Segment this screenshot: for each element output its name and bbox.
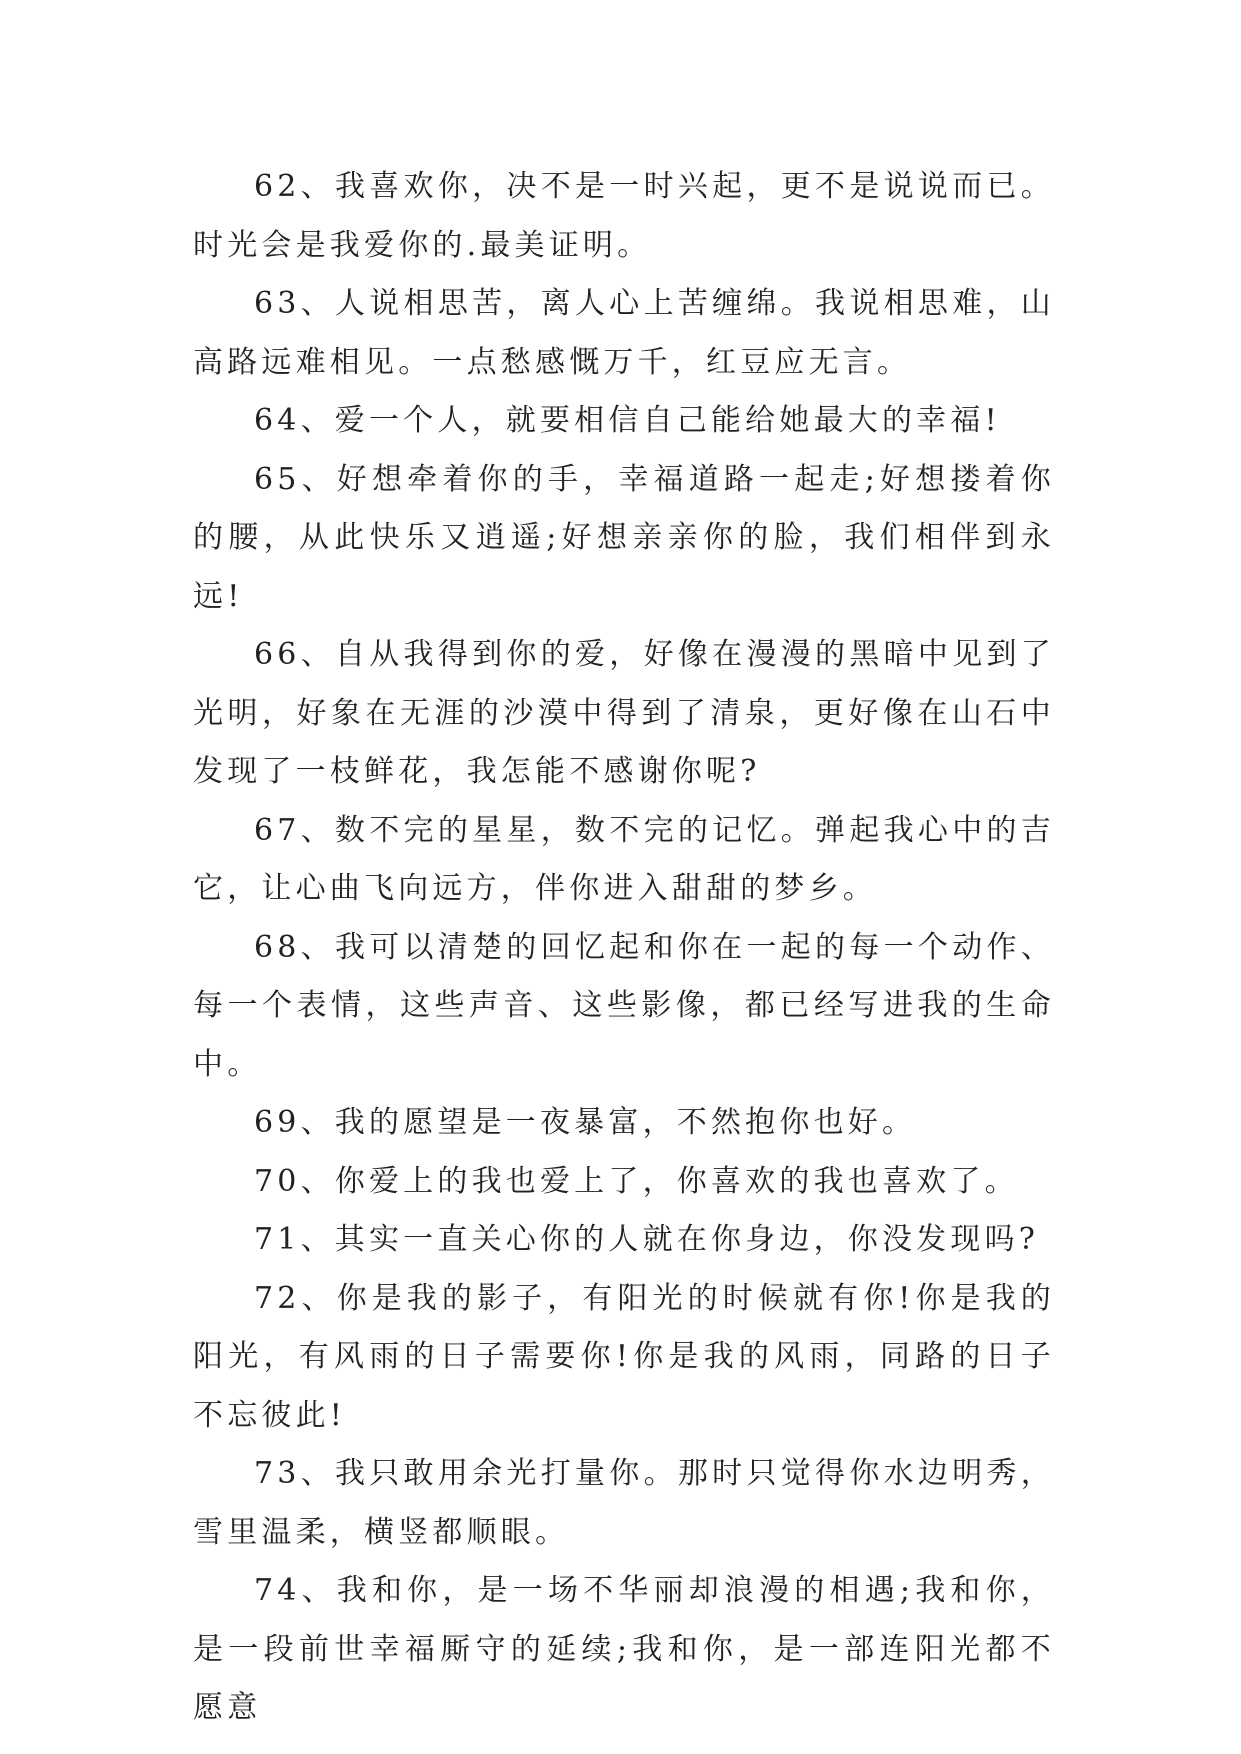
- paragraph-67: 67、数不完的星星，数不完的记忆。弹起我心中的吉它，让心曲飞向远方，伴你进入甜甜的梦乡。: [193, 812, 1055, 906]
- paragraph-73: 73、我只敢用余光打量你。那时只觉得你水边明秀，雪里温柔，横竖都顺眼。: [193, 1456, 1055, 1550]
- paragraph-70: 70、你爱上的我也爱上了，你喜欢的我也喜欢了。: [254, 1163, 1019, 1199]
- document-body: [193, 158, 1055, 1738]
- paragraph-71: 71、其实一直关心你的人就在你身边，你没发现吗?: [254, 1222, 1040, 1257]
- paragraph-62: 62、我喜欢你，决不是一时兴起，更不是说说而已。时光会是我爱你的.最美证明。: [193, 169, 1055, 263]
- paragraph-65: 65、好想牵着你的手，幸福道路一起走;好想搂着你的腰，从此快乐又逍遥;好想亲亲你的脸，我们相伴到永远!: [193, 461, 1055, 614]
- paragraph-72: 72、你是我的影子，有阳光的时候就有你!你是我的阳光，有风雨的日子需要你!你是我的风雨，同路的日子不忘彼此!: [193, 1280, 1055, 1433]
- paragraph-63: 63、人说相思苦，离人心上苦缠绵。我说相思难，山高路远难相见。一点愁感慨万千，红豆应无言。: [193, 286, 1055, 380]
- paragraph-74: 74、我和你，是一场不华丽却浪漫的相遇;我和你，是一段前世幸福厮守的延续;我和你，是一部连阳光都不愿意: [193, 1573, 1055, 1725]
- paragraph-68: 68、我可以清楚的回忆起和你在一起的每一个动作、每一个表情，这些声音、这些影像，都已经写进我的生命中。: [193, 929, 1055, 1082]
- paragraph-66: 66、自从我得到你的爱，好像在漫漫的黑暗中见到了光明，好象在无涯的沙漠中得到了清泉，更好像在山石中发现了一枝鲜花，我怎能不感谢你呢?: [193, 637, 1055, 789]
- paragraph-64: 64、爱一个人，就要相信自己能给她最大的幸福!: [254, 403, 1001, 438]
- paragraph-69: 69、我的愿望是一夜暴富，不然抱你也好。: [254, 1105, 917, 1140]
